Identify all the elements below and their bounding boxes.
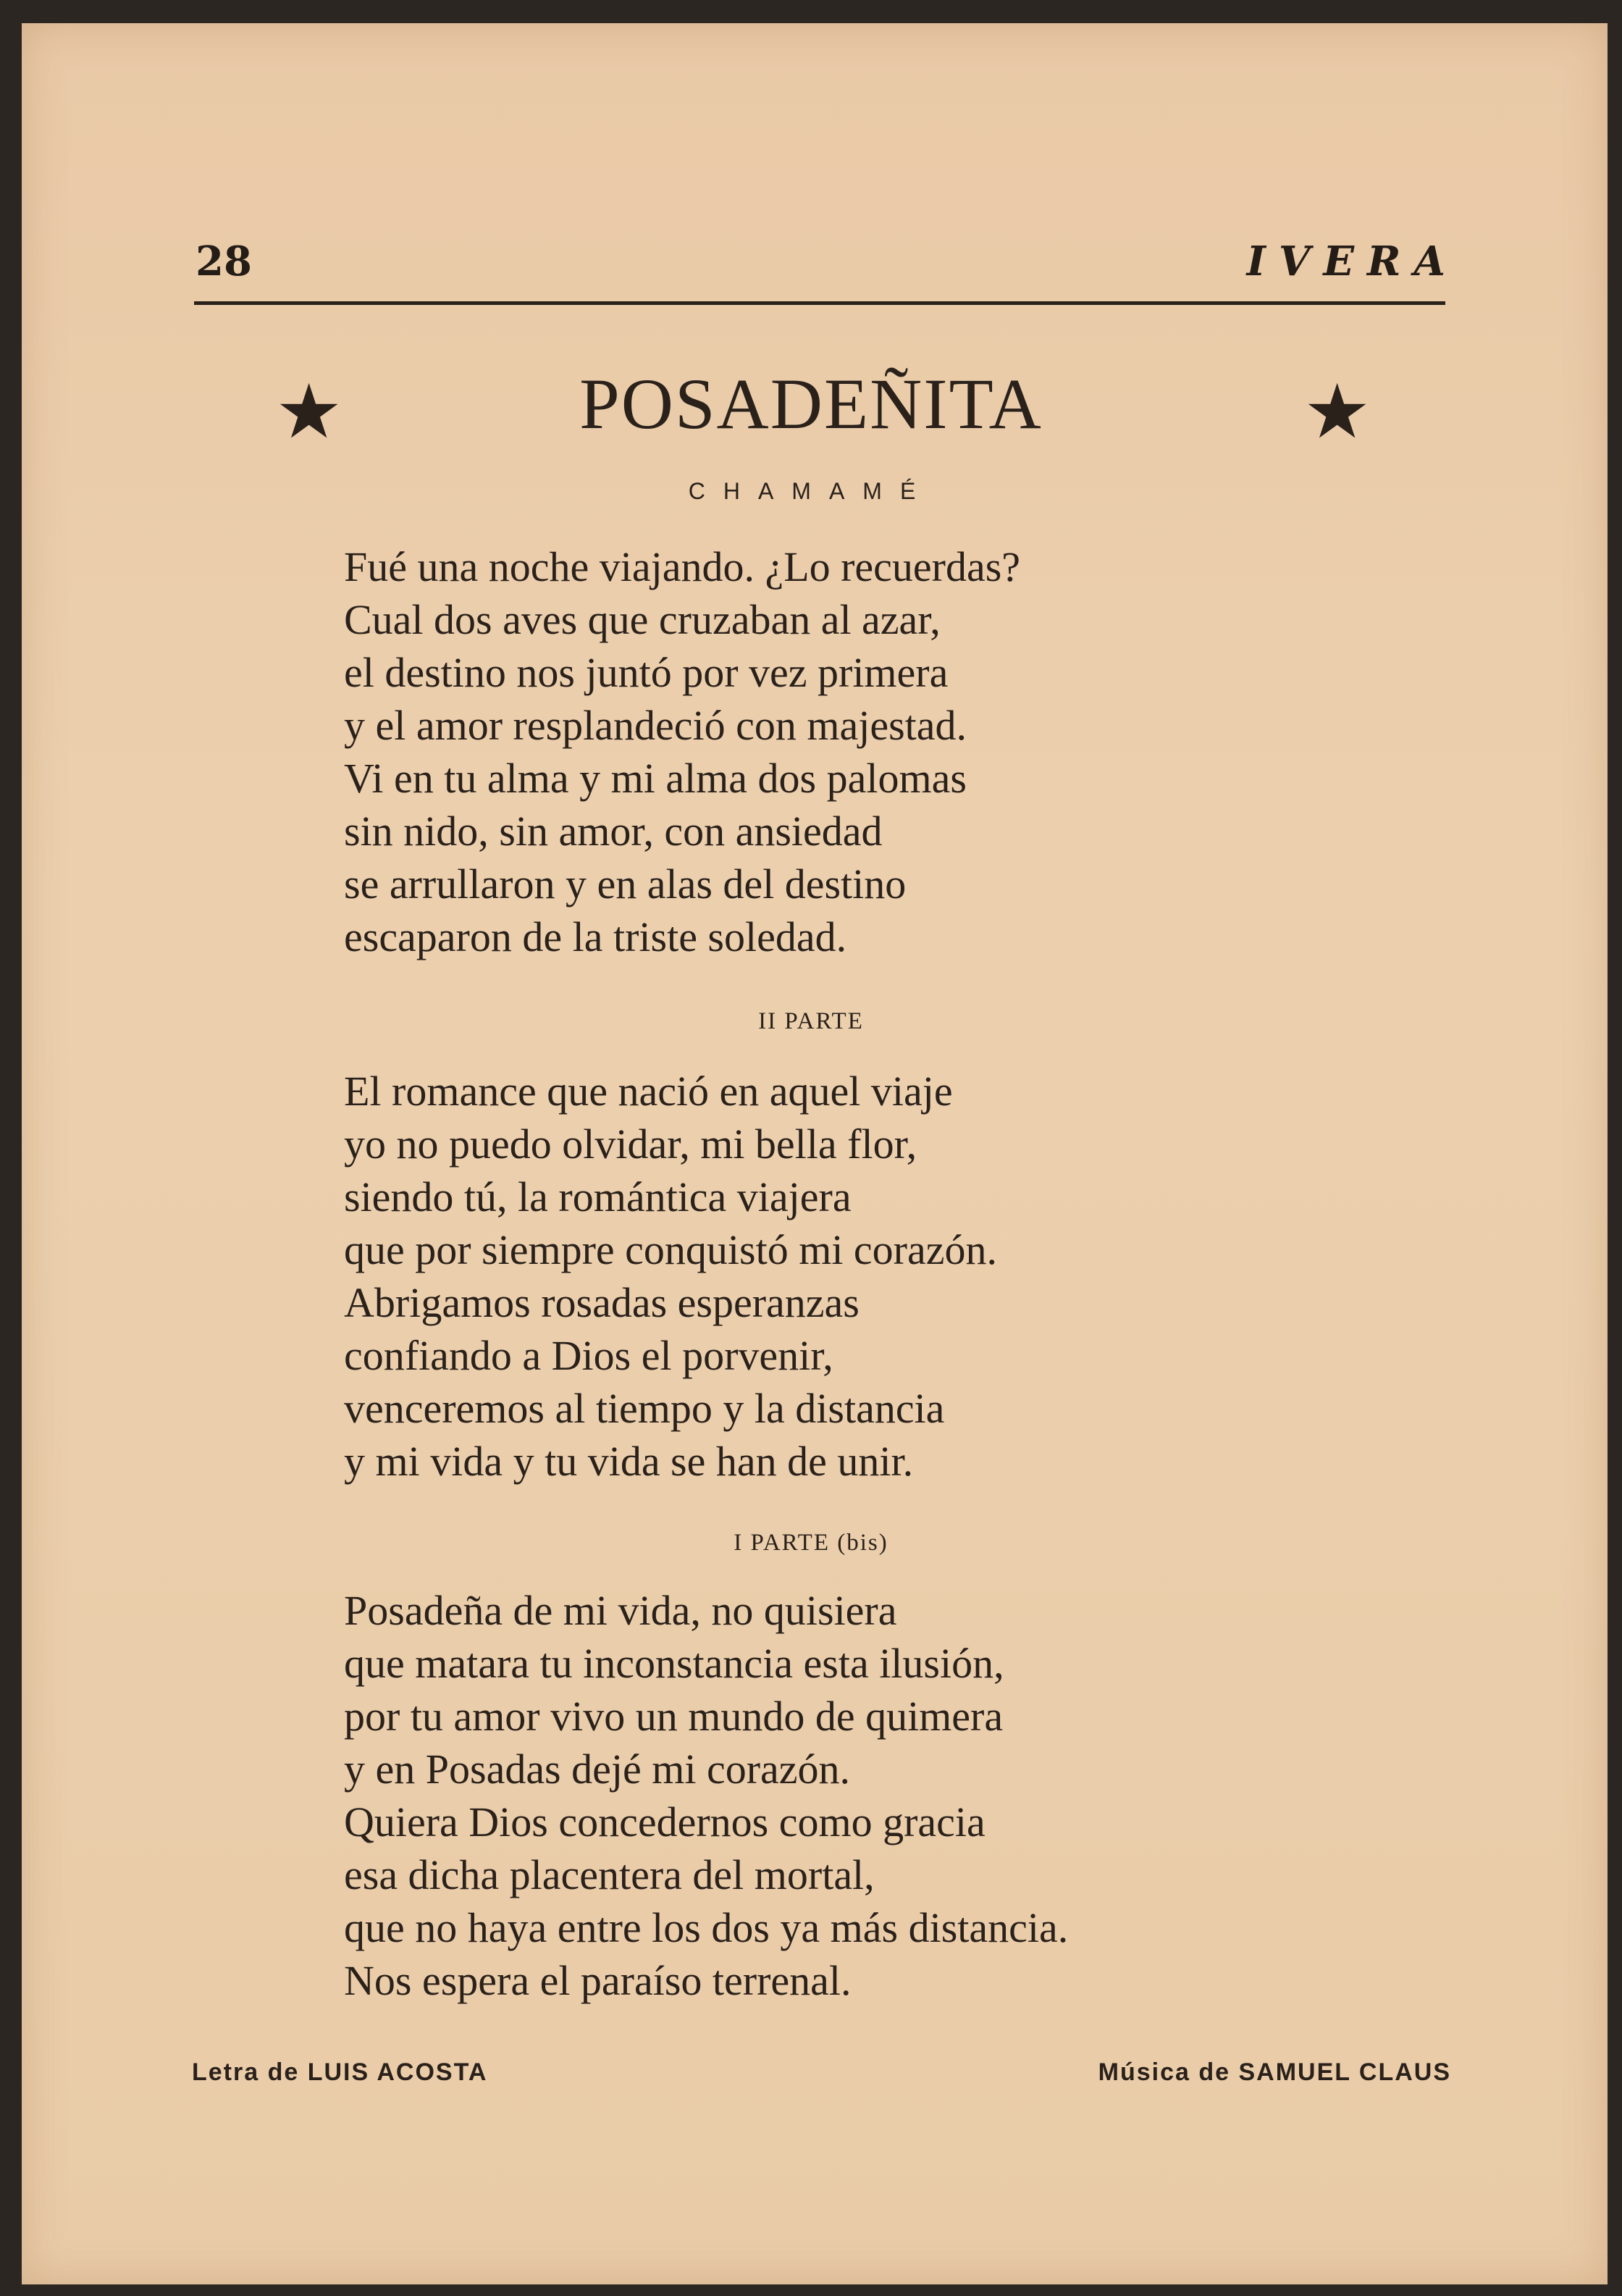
verse-line: venceremos al tiempo y la distancia: [344, 1385, 945, 1432]
lyrics-credit: Letra de LUIS ACOSTA: [192, 2058, 488, 2086]
verse-line: por tu amor vivo un mundo de quimera: [344, 1693, 1004, 1740]
verse-line: confiando a Dios el porvenir,: [344, 1332, 833, 1379]
stanza-1: [344, 540, 1020, 963]
stanza-2: [344, 1065, 997, 1488]
verse-line: que no haya entre los dos ya más distancia.: [344, 1904, 1069, 1951]
verse-line: Posadeña de mi vida, no quisiera: [344, 1587, 897, 1634]
header-rule: [194, 301, 1445, 305]
running-head: IVERA: [1246, 238, 1458, 285]
song-genre: CHAMAMÉ: [688, 478, 934, 504]
verse-line: escaparon de la triste soledad.: [344, 913, 847, 960]
stanza-3: [344, 1584, 1068, 2007]
verse-line: que por siempre conquistó mi corazón.: [344, 1226, 997, 1273]
star-icon: ★: [275, 367, 343, 456]
verse-line: el destino nos juntó por vez primera: [344, 649, 949, 696]
verse-line: Fué una noche viajando. ¿Lo recuerdas?: [344, 543, 1021, 590]
page-number: 28: [196, 238, 252, 285]
verse-line: y el amor resplandeció con majestad.: [344, 702, 967, 749]
verse-line: El romance que nació en aquel viaje: [344, 1068, 953, 1115]
verse-line: Abrigamos rosadas esperanzas: [344, 1279, 860, 1326]
verse-line: esa dicha placentera del mortal,: [344, 1851, 875, 1898]
verse-line: siendo tú, la romántica viajera: [344, 1173, 852, 1220]
verse-line: y en Posadas dejé mi corazón.: [344, 1746, 851, 1793]
verse-line: Cual dos aves que cruzaban al azar,: [344, 596, 941, 643]
song-title: POSADEÑITA: [579, 364, 1043, 444]
star-icon: ★: [1303, 367, 1371, 456]
verse-line: y mi vida y tu vida se han de unir.: [344, 1438, 914, 1485]
section-heading: II PARTE: [758, 1008, 864, 1034]
verse-line: sin nido, sin amor, con ansiedad: [344, 808, 883, 855]
music-credit: Música de SAMUEL CLAUS: [1098, 2058, 1451, 2086]
section-heading: I PARTE (bis): [734, 1530, 888, 1556]
verse-line: que matara tu inconstancia esta ilusión,: [344, 1640, 1004, 1687]
verse-line: Vi en tu alma y mi alma dos palomas: [344, 755, 967, 802]
verse-line: Nos espera el paraíso terrenal.: [344, 1957, 852, 2004]
verse-line: Quiera Dios concedernos como gracia: [344, 1798, 986, 1845]
verse-line: yo no puedo olvidar, mi bella flor,: [344, 1120, 917, 1168]
verse-line: se arrullaron y en alas del destino: [344, 860, 907, 908]
